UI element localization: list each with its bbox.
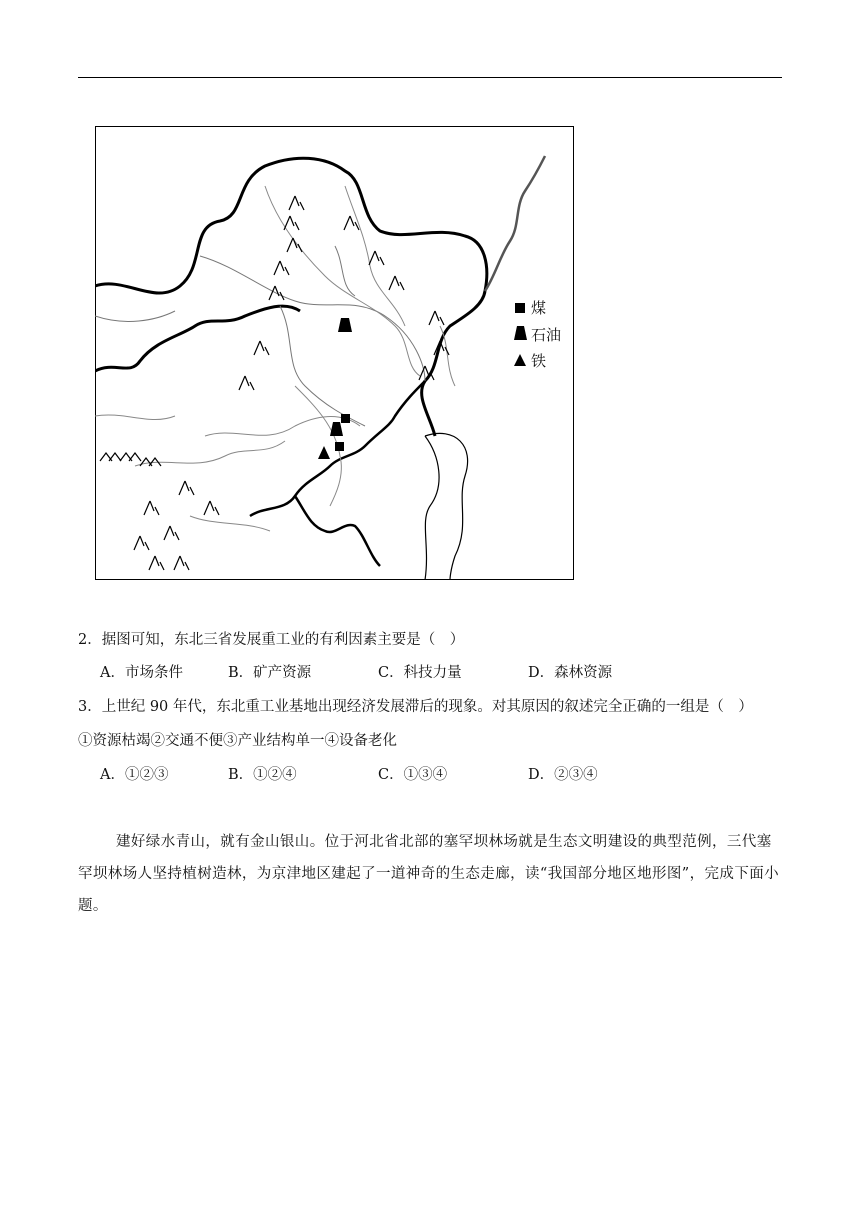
question-2-option-c: C．科技力量 — [378, 665, 462, 681]
question-3-stem: 3．上世纪 90 年代，东北重工业基地出现经济发展滞后的现象。对其原因的叙述完全正确的一组是（ ） — [78, 699, 753, 715]
question-3-option-d: D．②③④ — [528, 767, 598, 783]
iron-legend-label: 铁 — [531, 352, 547, 370]
question-2-option-d: D．森林资源 — [528, 665, 613, 681]
coal-marker-1 — [341, 414, 350, 423]
question-3-option-b: B．①②④ — [228, 767, 297, 783]
question-2-option-a: A．市场条件 — [100, 665, 183, 681]
coal-legend-label: 煤 — [531, 299, 547, 317]
coal-legend-icon — [515, 303, 525, 313]
header-rule — [78, 77, 782, 78]
question-3-items: ①资源枯竭②交通不便③产业结构单一④设备老化 — [78, 733, 397, 749]
question-2-stem: 2．据图可知，东北三省发展重工业的有利因素主要是（ ） — [78, 632, 465, 648]
reading-passage: 建好绿水青山，就有金山银山。位于河北省北部的塞罕坝林场就是生态文明建设的典型范例，三代塞罕坝林场人坚持植树造林，为京津地区建起了一道神奇的生态走廊，读“我国部分地区地形图”，完成下面小题。 — [78, 834, 780, 914]
oil-legend-label: 石油 — [531, 326, 562, 344]
question-3-option-a: A．①②③ — [100, 767, 169, 783]
coal-marker-2 — [335, 442, 344, 451]
northeast-china-map — [95, 126, 574, 580]
question-2-option-b: B．矿产资源 — [228, 665, 312, 681]
question-3-option-c: C．①③④ — [378, 767, 448, 783]
